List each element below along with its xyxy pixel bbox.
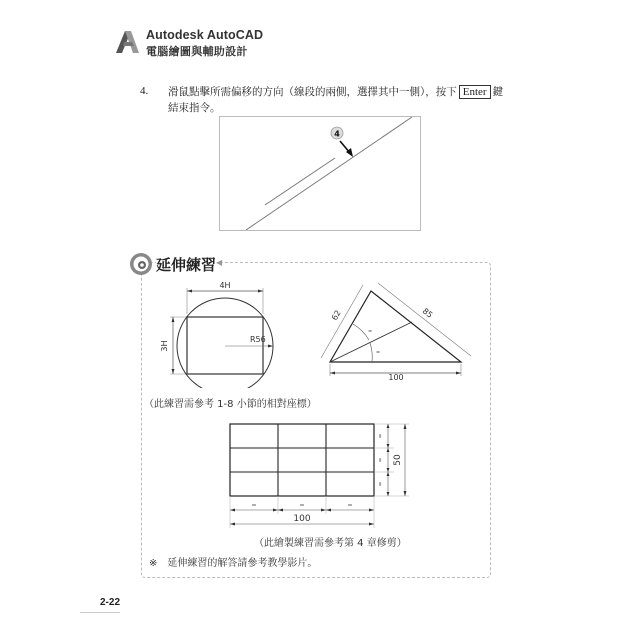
practice-badge-icon	[129, 252, 153, 276]
trim-note: （此繪製練習需參考第 4 章修剪）	[254, 538, 407, 549]
relative-coords-note: （此練習需參考 1-8 小節的相對座標）	[144, 399, 317, 410]
step-text-before: 滑鼠點擊所需偏移的方向（線段的兩側，選擇其中一側），按下	[168, 86, 457, 98]
svg-text:=: =	[376, 350, 381, 356]
step-text-after: 鍵結束指令。	[168, 86, 504, 114]
svg-text:=: =	[377, 433, 384, 439]
circle-rectangle-figure	[150, 276, 290, 388]
grid-figure	[224, 418, 414, 530]
svg-text:=: =	[368, 329, 373, 335]
brand-subtitle: 電腦繪圖與輔助設計	[146, 45, 248, 58]
svg-text:100: 100	[388, 373, 404, 382]
title-arrow-icon: ◀	[216, 258, 223, 267]
answers-note: ※ 延伸練習的解答請參考教學影片。	[149, 558, 318, 569]
autocad-logo-icon	[114, 29, 140, 55]
svg-text:50: 50	[393, 454, 403, 466]
svg-text:=: =	[251, 502, 257, 509]
svg-text:=: =	[377, 481, 384, 487]
svg-text:62: 62	[329, 308, 343, 322]
practice-title: 延伸練習	[156, 254, 219, 275]
footer-divider	[80, 612, 120, 613]
offset-figure	[219, 116, 421, 231]
svg-text:=: =	[299, 502, 305, 509]
svg-text:R56: R56	[250, 335, 266, 344]
svg-text:85: 85	[420, 306, 435, 320]
page-number: 2-22	[100, 597, 121, 608]
svg-text:100: 100	[293, 514, 311, 524]
svg-text:4H: 4H	[219, 281, 231, 290]
brand-title: Autodesk AutoCAD	[146, 28, 264, 42]
step-number: 4.	[140, 85, 149, 97]
step-instruction	[168, 84, 508, 116]
callout-number: 4	[334, 129, 340, 139]
enter-key-label: Enter	[459, 85, 491, 99]
triangle-figure	[316, 278, 480, 390]
svg-text:=: =	[347, 502, 353, 509]
svg-text:3H: 3H	[160, 340, 169, 352]
svg-text:=: =	[377, 457, 384, 463]
